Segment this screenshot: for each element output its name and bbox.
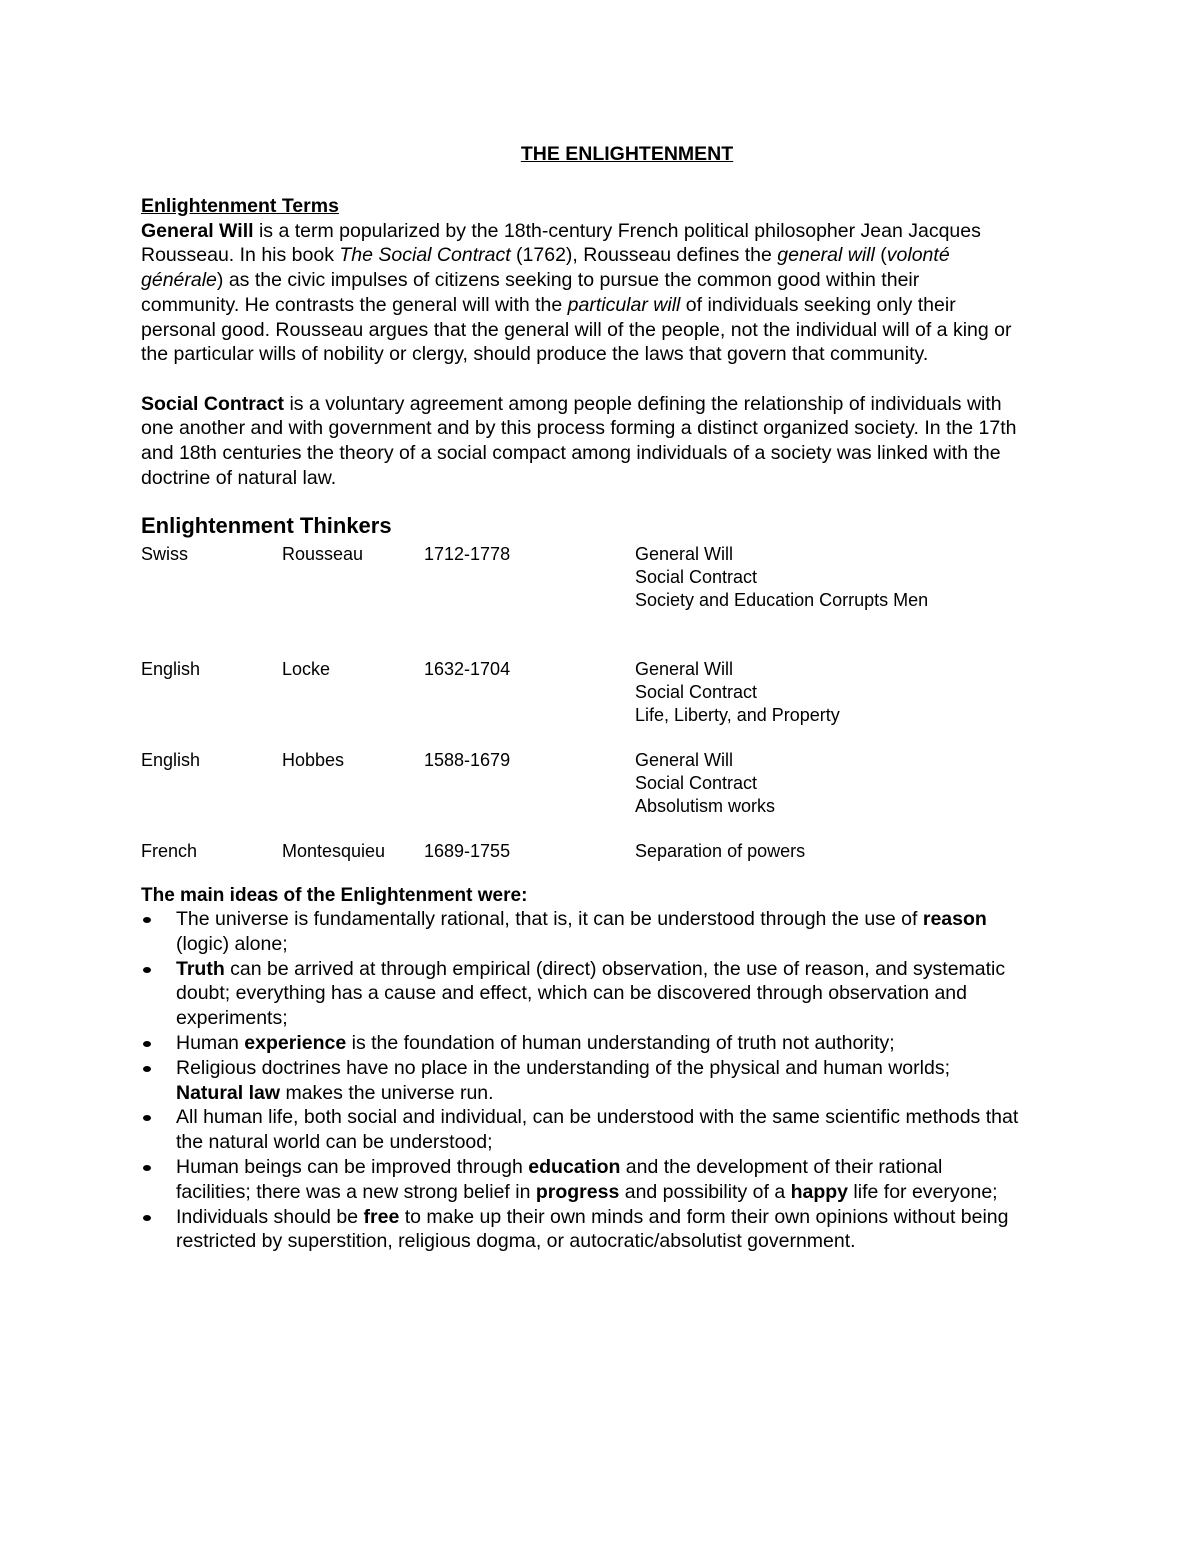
thinker-row [141, 543, 1121, 658]
bullet-icon [143, 1165, 151, 1171]
thinker-idea: Life, Liberty, and Property [635, 705, 840, 725]
list-line: experiments; [176, 1007, 288, 1030]
page-title: THE ENLIGHTENMENT [520, 143, 734, 165]
paragraph-line: personal good. Rousseau argues that the general will of the people, not the individual will of a king or [141, 318, 1012, 341]
text-span: Individuals should be [176, 1205, 364, 1228]
main-ideas-heading: The main ideas of the Enlightenment were: [141, 885, 528, 906]
thinker-nationality: Swiss [141, 544, 189, 564]
thinker-idea: General Will [635, 750, 734, 770]
list-line: All human life, both social and individual, can be understood with the same scientific methods that [176, 1106, 1019, 1129]
book-title: The Social Contract [339, 244, 511, 267]
text-span: can be arrived at through empirical (direct) observation, the use of reason, and systematic [224, 957, 1006, 980]
social-contract-term: Social Contract [141, 392, 285, 415]
thinker-idea: General Will [635, 544, 734, 564]
thinker-years: 1632-1704 [424, 659, 511, 679]
list-line [176, 1180, 1121, 1205]
general-will-paragraph [141, 219, 1121, 367]
list-line [176, 1155, 1121, 1180]
bullet-icon [143, 967, 151, 973]
bullet-icon [143, 1115, 151, 1121]
list-item [141, 907, 1121, 957]
list-line [176, 1031, 1121, 1056]
list-item [141, 1105, 1121, 1155]
thinker-nationality: French [141, 841, 198, 861]
list-line: the natural world can be understood; [176, 1131, 493, 1154]
bold-term: education [528, 1155, 621, 1178]
bold-term: happy [790, 1180, 849, 1203]
thinker-row [141, 749, 1121, 840]
paragraph-line [141, 219, 1121, 244]
thinker-ideas [635, 543, 928, 612]
thinker-idea: Social Contract [635, 682, 758, 702]
text-span: (1762), Rousseau defines the [510, 244, 778, 267]
paragraph-line [141, 293, 1121, 318]
thinker-row [141, 840, 1121, 863]
italic-term: general will [777, 244, 875, 267]
thinker-idea: Society and Education Corrupts Men [635, 590, 929, 610]
bullet-icon [143, 1215, 151, 1221]
thinker-years: 1689-1755 [424, 841, 511, 861]
text-span: facilities; there was a new strong belief in [176, 1180, 536, 1203]
thinker-ideas [635, 749, 775, 818]
thinker-nationality: English [141, 659, 201, 679]
thinker-name: Rousseau [282, 544, 364, 564]
bullet-icon [143, 1066, 151, 1072]
italic-term: générale [141, 269, 217, 292]
thinker-idea: Separation of powers [635, 841, 806, 861]
list-item [141, 1205, 1121, 1255]
list-line: Religious doctrines have no place in the understanding of the physical and human worlds; [176, 1056, 950, 1079]
bullet-icon [143, 1041, 151, 1047]
bold-term: free [363, 1205, 400, 1228]
social-contract-paragraph [141, 392, 1121, 491]
thinkers-table [141, 543, 1121, 863]
paragraph-line: and 18th centuries the theory of a social compact among individuals of a society was linked with the [141, 442, 1001, 465]
text-span: Human [176, 1031, 245, 1054]
thinker-idea: General Will [635, 659, 734, 679]
thinker-nationality: English [141, 750, 201, 770]
paragraph-line [141, 392, 1121, 417]
text-span: ) as the civic impulses of citizens seeking to pursue the common good within their [216, 269, 920, 292]
text-span: to make up their own minds and form their own opinions without being [399, 1205, 1009, 1228]
terms-heading: Enlightenment Terms [141, 195, 339, 217]
thinker-years: 1712-1778 [424, 544, 511, 564]
list-line [176, 907, 1121, 932]
paragraph-line: doctrine of natural law. [141, 466, 337, 489]
paragraph-line: one another and with government and by this process forming a distinct organized society. In the 17th [141, 417, 1017, 440]
list-line: doubt; everything has a cause and effect, which can be discovered through observation and [176, 982, 967, 1005]
italic-term: volonté [886, 244, 950, 267]
text-span: ( [874, 244, 887, 267]
thinkers-heading: Enlightenment Thinkers [141, 513, 392, 538]
bold-term: experience [244, 1031, 347, 1054]
italic-term: particular will [567, 293, 681, 316]
list-line [176, 1205, 1121, 1230]
bullet-icon [143, 917, 151, 923]
list-line: restricted by superstition, religious dogma, or autocratic/absolutist government. [176, 1230, 856, 1253]
bold-term: reason [922, 908, 987, 930]
text-span: and possibility of a [619, 1180, 791, 1203]
list-line [176, 957, 1121, 982]
thinker-idea: Social Contract [635, 773, 758, 793]
thinker-name: Montesquieu [282, 841, 386, 861]
text-span: is the foundation of human understanding of truth not authority; [346, 1031, 895, 1054]
general-will-term: General Will [141, 219, 254, 242]
thinker-idea: Absolutism works [635, 796, 776, 816]
text-span: life for everyone; [848, 1180, 998, 1203]
paragraph-line [141, 268, 1121, 293]
list-line [176, 1081, 1121, 1106]
text-span: of individuals seeking only their [680, 293, 956, 316]
thinker-row [141, 658, 1121, 749]
thinker-years: 1588-1679 [424, 750, 511, 770]
bold-term: Truth [176, 957, 225, 980]
paragraph-gap [141, 367, 1121, 392]
text-span: The universe is fundamentally rational, that is, it can be understood through the use of [176, 908, 923, 930]
terms-section [141, 194, 1121, 490]
text-span: is a voluntary agreement among people defining the relationship of individuals with [284, 392, 1002, 415]
bold-term: progress [535, 1180, 620, 1203]
thinker-ideas [635, 840, 805, 863]
list-item [141, 957, 1121, 1031]
list-item [141, 1031, 1121, 1056]
thinker-name: Hobbes [282, 750, 345, 770]
text-span: makes the universe run. [280, 1081, 494, 1104]
bold-term: Natural law [176, 1081, 281, 1104]
list-item [141, 1056, 1121, 1106]
list-item [141, 1155, 1121, 1205]
thinker-name: Locke [282, 659, 331, 679]
main-ideas-list [141, 907, 1121, 1254]
thinker-idea: Social Contract [635, 567, 758, 587]
text-span: is a term popularized by the 18th-century French political philosopher Jean Jacques [253, 219, 981, 242]
text-span: Rousseau. In his book [141, 244, 340, 267]
text-span: and the development of their rational [620, 1155, 943, 1178]
thinker-ideas [635, 658, 840, 727]
paragraph-line [141, 243, 1121, 268]
text-span: community. He contrasts the general will with the [141, 293, 568, 316]
text-span: Human beings can be improved through [176, 1155, 529, 1178]
paragraph-line: the particular wills of nobility or clergy, should produce the laws that govern that community. [141, 343, 929, 366]
list-line: (logic) alone; [176, 932, 288, 955]
